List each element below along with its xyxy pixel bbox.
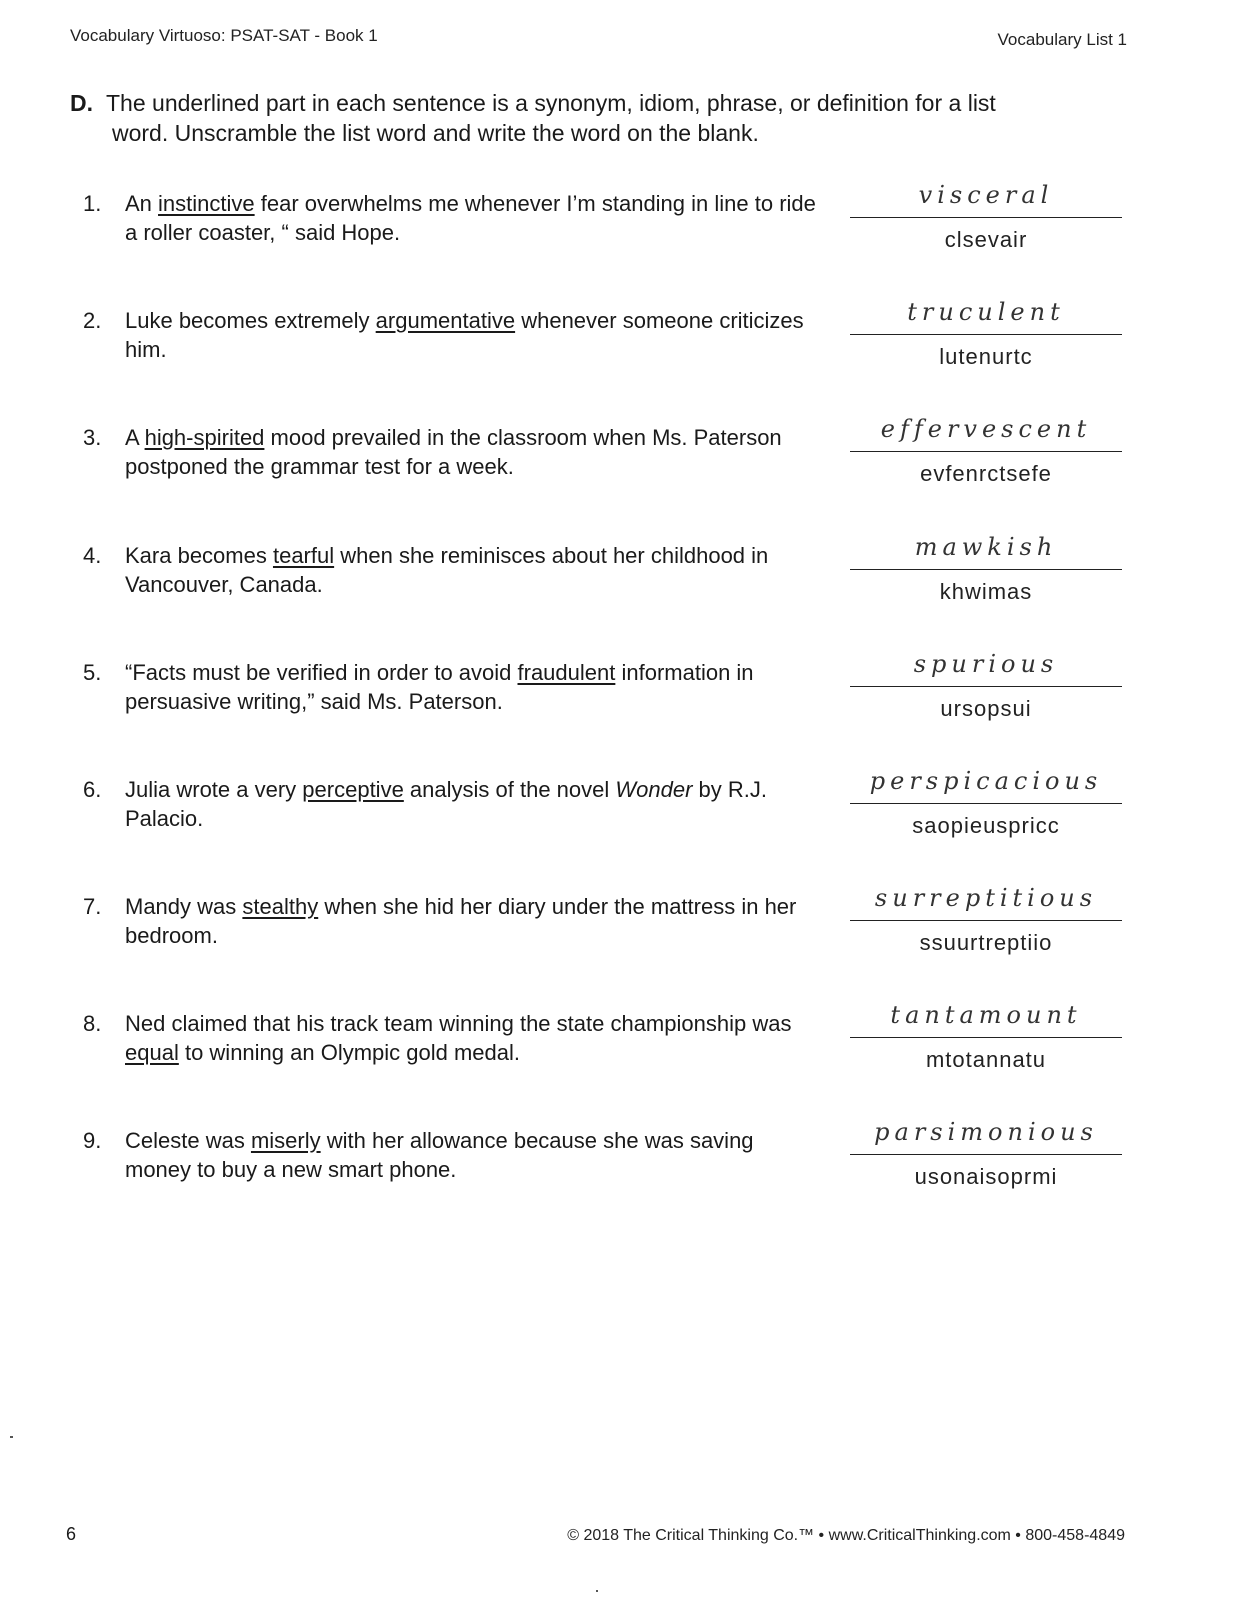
instructions-line-2: word. Unscramble the list word and write the word on the blank. [112,120,759,146]
exercise-item [0,181,1237,289]
handwritten-answer: perspicacious [869,767,1103,795]
copyright-footer: © 2018 The Critical Thinking Co.™ • www.CriticalThinking.com • 800-458-4849 [567,1527,1125,1544]
instructions [70,88,1090,148]
handwritten-answer: surreptitious [874,884,1098,912]
book-title: Wonder [615,777,693,802]
scrambled-word: lutenurtc [939,344,1033,369]
item-number: 1. [83,191,102,216]
handwritten-answer: visceral [918,181,1054,209]
exercise-item [0,1001,1237,1109]
answer-blank[interactable] [850,217,1122,218]
scan-speck [10,1436,13,1438]
item-number: 9. [83,1128,102,1153]
exercise-item [0,1118,1237,1226]
instructions-line-1: The underlined part in each sentence is a synonym, idiom, phrase, or definition for a list [106,90,996,116]
item-number: 4. [83,543,102,568]
scrambled-word: usonaisoprmi [914,1164,1058,1189]
item-sentence: Mandy was stealthy when she hid her diary under the mattress in her bedroom. [125,894,797,948]
scrambled-word: evfenrctsefe [920,461,1052,486]
underlined-phrase: miserly [250,1128,321,1153]
item-sentence: “Facts must be verified in order to avoid fraudulent information in persuasive writing,” said Ms. Paterson. [125,660,754,714]
underlined-phrase: instinctive [158,191,255,216]
handwritten-answer: tantamount [890,1001,1082,1029]
item-number: 2. [83,308,102,333]
item-sentence: Julia wrote a very perceptive analysis of the novel Wonder by R.J. Palacio. [125,777,768,831]
answer-blank[interactable] [850,451,1122,452]
underlined-phrase: fraudulent [517,660,616,685]
exercise-item [0,533,1237,641]
item-sentence: Luke becomes extremely argumentative whenever someone criticizes him. [125,308,804,362]
underlined-phrase: equal [125,1040,179,1065]
handwritten-answer: effervescent [880,415,1092,443]
underlined-phrase: tearful [272,543,335,568]
underlined-phrase: argumentative [375,308,516,333]
handwritten-answer: parsimonious [874,1118,1098,1146]
underlined-phrase: perceptive [302,777,404,802]
item-number: 5. [83,660,102,685]
scrambled-word: mtotannatu [925,1047,1047,1072]
exercise-item [0,415,1237,523]
item-sentence: An instinctive fear overwhelms me whenever I’m standing in line to ride a roller coaster, “ said Hope. [125,191,816,245]
underlined-phrase: high-spirited [144,425,265,450]
section-letter: D. [70,90,93,116]
item-sentence: Celeste was miserly with her allowance because she was saving money to buy a new smart phone. [125,1128,754,1182]
answer-blank[interactable] [850,686,1122,687]
scan-speck [596,1590,598,1592]
item-sentence: A high-spirited mood prevailed in the classroom when Ms. Paterson postponed the grammar test for a week. [125,425,782,479]
exercise-item [0,884,1237,992]
scrambled-word: khwimas [939,579,1033,604]
item-number: 7. [83,894,102,919]
item-sentence: Ned claimed that his track team winning the state championship was equal to winning an Olympic gold medal. [125,1011,792,1065]
answer-blank[interactable] [850,569,1122,570]
answer-blank[interactable] [850,334,1122,335]
exercise-item [0,650,1237,758]
scrambled-word: ursopsui [940,696,1032,721]
item-number: 8. [83,1011,102,1036]
underlined-phrase: stealthy [242,894,319,919]
header-book-title: Vocabulary Virtuoso: PSAT-SAT - Book 1 [70,26,378,45]
scrambled-word: ssuurtreptiio [919,930,1053,955]
item-sentence: Kara becomes tearful when she reminisces about her childhood in Vancouver, Canada. [125,543,769,597]
answer-blank[interactable] [850,803,1122,804]
page-number: 6 [66,1524,77,1544]
scrambled-word: clsevair [944,227,1028,252]
exercise-item [0,767,1237,875]
answer-blank[interactable] [850,920,1122,921]
exercise-item [0,298,1237,406]
scrambled-word: saopieuspricc [912,813,1060,838]
item-number: 3. [83,425,102,450]
header-list-title: Vocabulary List 1 [997,30,1127,49]
handwritten-answer: spurious [913,650,1059,678]
handwritten-answer: mawkish [914,533,1058,561]
item-number: 6. [83,777,102,802]
answer-blank[interactable] [850,1037,1122,1038]
handwritten-answer: truculent [907,298,1065,326]
answer-blank[interactable] [850,1154,1122,1155]
